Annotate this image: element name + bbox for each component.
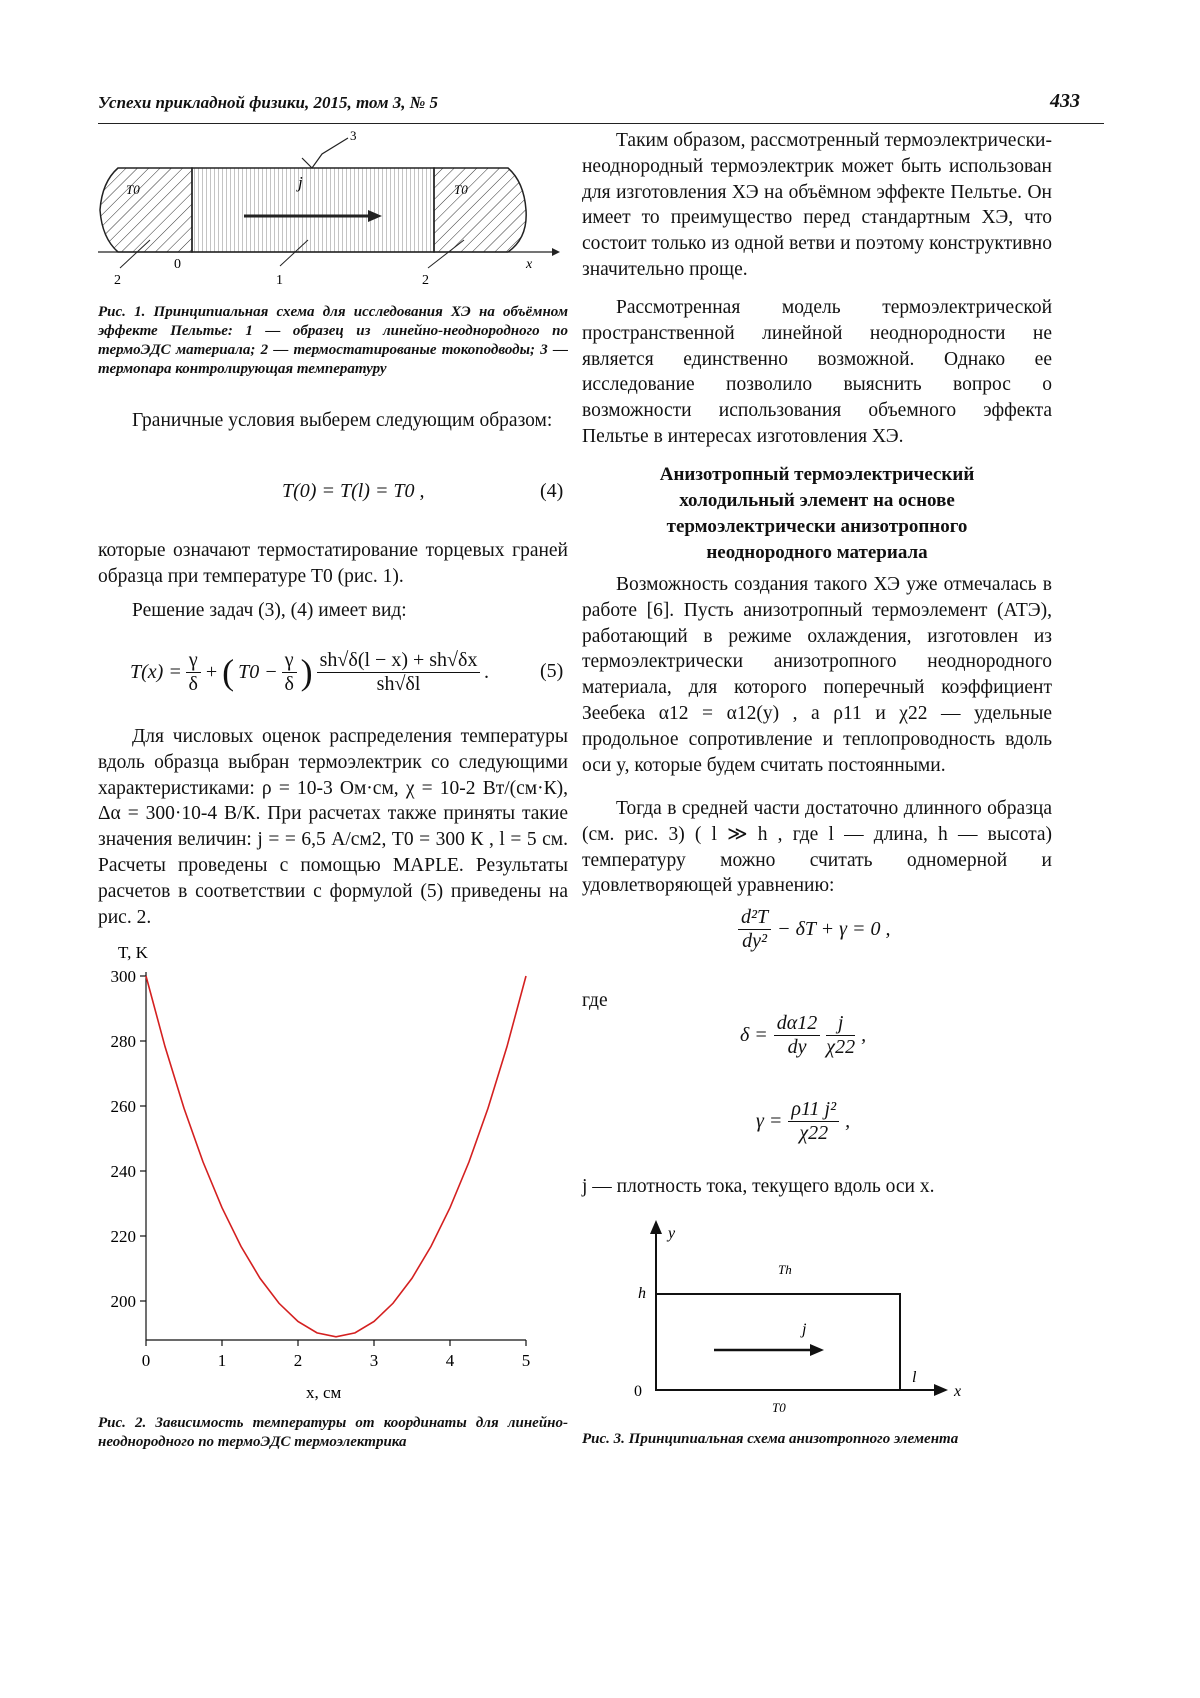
label-j: j [802,1321,807,1338]
where-label: где [582,990,608,1011]
equation-4: T(0) = T(l) = T0 , [282,480,425,502]
figure-3-diagram [620,1218,1020,1418]
left-contact [100,168,192,252]
equation-delta: δ = $\frac{d\alpha 12}{dy}$ $\frac{j}{\chi 22}$ , [740,1012,867,1058]
thermocouple-probe [302,138,348,168]
y-tick-label: 280 [110,1032,136,1051]
x-tick-label: 2 [293,1351,303,1370]
equation-5: T(x) = $\frac{\gamma}{\delta}$ + ( T0 − $\frac{\gamma}{\delta}$ ) $\frac{sh√\delta(l - x) + sh√\delta x}{sh√\delta l}$ . [130,648,490,695]
x-tick-label: 5 [521,1351,531,1370]
right-paragraph-2: Рассмотренная модель термоэлектрической пространственной линейной неоднородности не является единственно возможной. Однако ее исследование позволило выяснить вопрос о возможности использования объемного эффекта Пельтье в интересах изготовления ХЭ. [582,297,1052,447]
figure-1-caption: Рис. 1. Принципиальная схема для исследования ХЭ на объёмном эффекте Пельтье: 1 — образец из линейно-неоднородного по термоЭДС материала; 2 — термостатированые токоподводы; 3 — термопара контролирующая температуру [98,304,568,377]
right-contact [434,168,526,252]
right-paragraph-1: Таким образом, рассмотренный термоэлектрически-неоднородный термоэлектрик может быть использован для изготовления ХЭ на объёмном эффекте Пельтье. Он имеет то преимущество перед стандартным ХЭ, что состоит только из одной ветви и поэтому конструктивно значительно проще. [582,130,1052,280]
y-tick-label: 220 [110,1227,136,1246]
series-line-temperature [146,976,526,1337]
label-1: 1 [276,273,283,288]
journal-header: Успехи прикладной физики, 2015, том 3, № 5 [98,93,439,112]
x-axis-arrow [552,248,560,256]
right-paragraph-3: Возможность создания такого ХЭ уже отмечалась в работе [6]. Пусть анизотропный термоэлемент (АТЭ), работающий в режиме охлаждения, изготовлен из термоэлектрически анизотропного неоднородного материала, для которого поперечный коэффициент Зеебека α12 = α12(y) , а ρ11 и χ22 — удельные продольное сопротивление и теплопроводность вдоль оси y, которые будем считать постоянными. [582,574,1052,776]
equation-4-number: (4) [540,480,564,502]
y-tick-label: 240 [110,1162,136,1181]
page-number: 433 [1050,90,1080,112]
callout-3: 3 [350,128,357,143]
left-paragraph-1: Граничные условия выберем следующим образом: [132,410,553,431]
x-tick-label: 4 [445,1351,455,1370]
label-origin: 0 [174,257,181,272]
label-zero: 0 [634,1383,642,1400]
label-t0-right: T0 [454,182,468,197]
left-paragraph-3: Решение задач (3), (4) имеет вид: [132,600,407,621]
label-l: l [912,1369,917,1386]
equation-gamma: γ = $\frac{\text{ρ11 j²}}{\chi 22}$ , [756,1098,851,1144]
x-axis-arrow [934,1384,948,1396]
label-2-right: 2 [422,273,429,288]
left-paragraph-4: Для числовых оценок распределения температуры вдоль образца выбран термоэлектрик со следующими характеристиками: ρ = 10-3 Ом·см, χ = 10-2 Вт/(см·К), Δα = 300·10-4 В/К. При расчетах также приняты такие значения величин: j = = 6,5 А/см2, T0 = 300 К , l = 5 см. Расчеты проведены с помощью MAPLE. Результаты расчетов в соответствии с формулой (5) приведены на рис. 2. [98,726,568,928]
equation-5-number: (5) [540,660,564,682]
label-x: x [526,257,533,272]
equation-ode: $\frac{\text{d²T}}{\text{dy²}}$ − δT + γ = 0 , [738,906,891,953]
label-y: y [668,1225,676,1242]
x-axis-label: x, см [306,1383,342,1402]
y-tick-label: 300 [110,967,136,986]
x-tick-label: 1 [217,1351,227,1370]
label-j: j [298,173,303,192]
x-tick-label: 0 [141,1351,151,1370]
label-x: x [954,1383,962,1400]
label-2-left: 2 [114,273,121,288]
label-th: Th [778,1262,792,1277]
y-tick-label: 200 [110,1292,136,1311]
figure-2-caption: Рис. 2. Зависимость температуры от координаты для линейно-неоднородного по термоЭДС термоэлектрика [98,1415,568,1450]
section-title: Анизотропный термоэлектрический холодильный элемент на основе термоэлектрически анизотропного неоднородного материала [659,464,975,563]
figure-3-caption: Рис. 3. Принципиальная схема анизотропного элемента [582,1431,959,1447]
y-axis-label: T, K [118,943,148,962]
sample-body [192,168,434,252]
right-paragraph-4: Тогда в средней части достаточно длинного образца (см. рис. 3) ( l ≫ h , где l — длина, h — высота) температуру можно считать одномерной и удовлетворяющей уравнению: [582,798,1052,897]
element-body [656,1294,900,1390]
label-t0: T0 [772,1400,786,1415]
figure-1-diagram [98,128,598,310]
left-paragraph-2: которые означают термостатирование торцевых граней образца при температуре T0 (рис. 1). [98,540,568,587]
figure-2-chart [98,940,568,1405]
y-tick-label: 260 [110,1097,136,1116]
j-definition: j — плотность тока, текущего вдоль оси x. [582,1176,935,1197]
label-t0-left: T0 [126,182,140,197]
y-axis-arrow [650,1220,662,1234]
x-tick-label: 3 [369,1351,379,1370]
label-h: h [638,1285,646,1302]
header-rule [98,123,1104,124]
